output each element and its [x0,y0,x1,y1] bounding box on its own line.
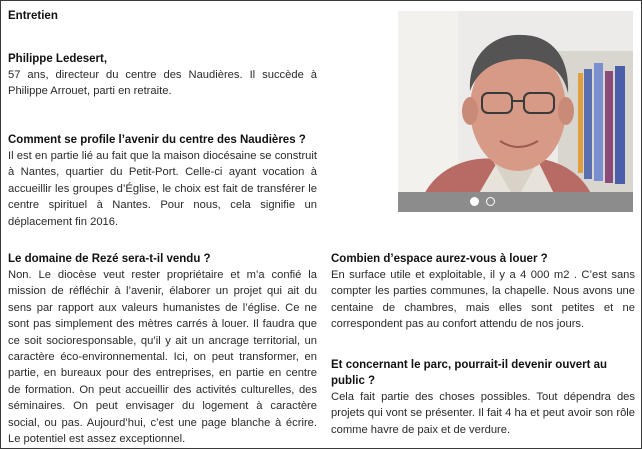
answer-text: Il est en partie lié au fait que la maison diocésaine se construit à Nantes, quartier du Petit-Port. Celle-ci ayant vocation à accueillir les groupes d’Église, le choix est fait de transférer le centre spirituel à Nantes. Pour nous, cela signifie un déplacement fin 2016. [8,150,317,228]
section-label: Entretien [8,10,58,22]
qa-block [331,357,635,438]
portrait-carousel[interactable] [398,11,633,212]
carousel-dot-icon[interactable] [486,197,495,206]
qa-block [331,251,635,333]
portrait-photo [398,11,633,212]
interviewee-name: Philippe Ledesert, [8,53,108,65]
interviewee-bio: 57 ans, directeur du centre des Naudières. Il succède à Philippe Arrouet, parti en retraite. [8,69,317,98]
carousel-bar [398,192,633,212]
question-heading: Et concernant le parc, pourrait-il devenir ouvert au public ? [331,359,608,387]
intro-block [8,51,317,100]
question-heading: Combien d’espace aurez-vous à louer ? [331,253,548,265]
carousel-dot-icon[interactable] [470,197,479,206]
answer-text: Cela fait partie des choses possibles. Tout dépendra des projets qui vont se présenter. Il fait 4 ha et peut avoir son rôle comme havre de paix et de verdure. [331,391,635,436]
answer-text: Non. Le diocèse veut rester propriétaire et m’a confié la mission de réfléchir à l’avenir, élaborer un projet qui ait du sens par rapport aux valeurs humanistes de l’église. Ce ne sont pas simplement des mètres carrés à louer. Il faudra que ce soit socioresponsable, qu’il y ait un ancrage territorial, un caractère éco-environnemental. Ici, on peut transformer, en partie, en bureaux pour des entreprises, en partie en centre de formation. On peut accueillir des activités culturelles, des séminaires. On peut envisager du logement à caractère social, ou pas. Aujourd’hui, c’est une page blanche à écrire. Le potentiel est assez exceptionnel. [8,269,317,446]
qa-block [8,132,317,230]
question-heading: Comment se profile l’avenir du centre des Naudières ? [8,134,306,146]
qa-block [8,251,317,447]
question-heading: Le domaine de Rezé sera-t-il vendu ? [8,253,211,265]
answer-text: En surface utile et exploitable, il y a 4 000 m2 . C’est sans compter les parties communes, la chapelle. Nous avons une centaine de chambres, mais elles sont petites et ne correspondent pas au confort attendu de nos jours. [331,269,635,331]
